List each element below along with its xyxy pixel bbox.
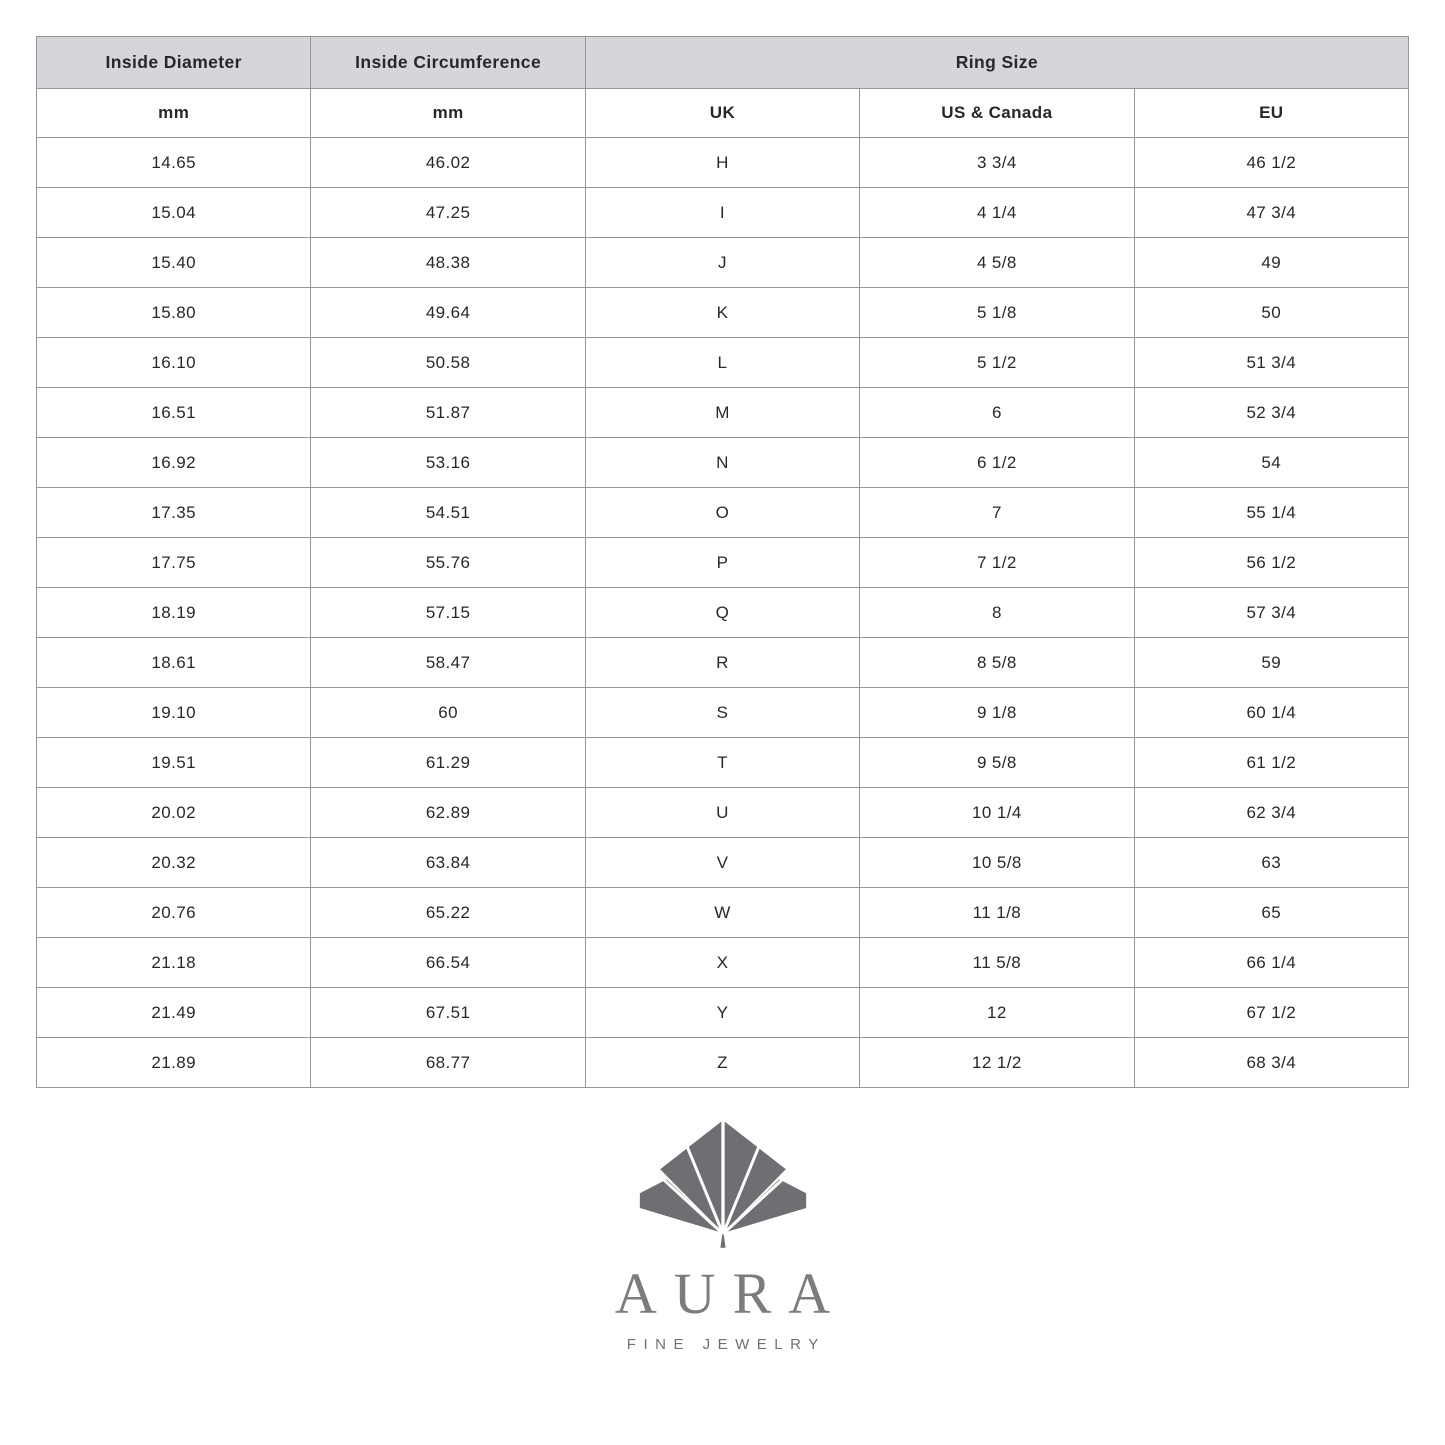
table-row — [37, 788, 1409, 838]
table-cell: 56 1/2 — [1134, 538, 1408, 588]
table-cell: 11 1/8 — [860, 888, 1134, 938]
table-cell: 55.76 — [311, 538, 585, 588]
table-cell: 49 — [1134, 238, 1408, 288]
subheader-cell: US & Canada — [860, 89, 1134, 138]
table-cell: 65 — [1134, 888, 1408, 938]
table-cell: 46 1/2 — [1134, 138, 1408, 188]
table-cell: 20.32 — [37, 838, 311, 888]
table-cell: 16.51 — [37, 388, 311, 438]
table-cell: 12 1/2 — [860, 1038, 1134, 1088]
table-cell: 63.84 — [311, 838, 585, 888]
table-cell: 16.10 — [37, 338, 311, 388]
table-row — [37, 488, 1409, 538]
table-row — [37, 638, 1409, 688]
table-cell: 21.18 — [37, 938, 311, 988]
table-cell: 57 3/4 — [1134, 588, 1408, 638]
table-cell: 65.22 — [311, 888, 585, 938]
table-cell: 68 3/4 — [1134, 1038, 1408, 1088]
table-cell: W — [585, 888, 859, 938]
table-row — [37, 538, 1409, 588]
table-cell: 66.54 — [311, 938, 585, 988]
subheader-cell: mm — [311, 89, 585, 138]
table-cell: 18.61 — [37, 638, 311, 688]
table-cell: 9 5/8 — [860, 738, 1134, 788]
table-cell: 17.75 — [37, 538, 311, 588]
table-row — [37, 938, 1409, 988]
ring-size-table — [36, 36, 1409, 1088]
table-subheader-row — [37, 89, 1409, 138]
table-cell: 60 1/4 — [1134, 688, 1408, 738]
table-cell: 20.02 — [37, 788, 311, 838]
table-cell: 58.47 — [311, 638, 585, 688]
table-cell: 46.02 — [311, 138, 585, 188]
table-cell: 60 — [311, 688, 585, 738]
table-cell: K — [585, 288, 859, 338]
table-row — [37, 1038, 1409, 1088]
table-cell: 11 5/8 — [860, 938, 1134, 988]
table-cell: 57.15 — [311, 588, 585, 638]
subheader-cell: UK — [585, 89, 859, 138]
table-cell: 62.89 — [311, 788, 585, 838]
table-cell: 7 1/2 — [860, 538, 1134, 588]
table-cell: 16.92 — [37, 438, 311, 488]
table-cell: 62 3/4 — [1134, 788, 1408, 838]
table-cell: L — [585, 338, 859, 388]
table-cell: 6 1/2 — [860, 438, 1134, 488]
table-cell: H — [585, 138, 859, 188]
table-cell: 54.51 — [311, 488, 585, 538]
header-ring-size: Ring Size — [585, 37, 1408, 89]
table-cell: 12 — [860, 988, 1134, 1038]
table-cell: 5 1/2 — [860, 338, 1134, 388]
table-cell: R — [585, 638, 859, 688]
table-row — [37, 988, 1409, 1038]
table-cell: Z — [585, 1038, 859, 1088]
table-cell: 7 — [860, 488, 1134, 538]
header-inside-diameter: Inside Diameter — [37, 37, 311, 89]
table-cell: T — [585, 738, 859, 788]
table-row — [37, 688, 1409, 738]
table-cell: 8 — [860, 588, 1134, 638]
table-cell: 19.51 — [37, 738, 311, 788]
table-cell: 20.76 — [37, 888, 311, 938]
table-cell: 52 3/4 — [1134, 388, 1408, 438]
table-cell: 4 5/8 — [860, 238, 1134, 288]
table-cell: 48.38 — [311, 238, 585, 288]
table-cell: 59 — [1134, 638, 1408, 688]
table-cell: 67.51 — [311, 988, 585, 1038]
table-row — [37, 288, 1409, 338]
header-inside-circumference: Inside Circumference — [311, 37, 585, 89]
table-cell: 15.40 — [37, 238, 311, 288]
table-cell: 17.35 — [37, 488, 311, 538]
table-cell: X — [585, 938, 859, 988]
table-cell: 53.16 — [311, 438, 585, 488]
table-cell: 8 5/8 — [860, 638, 1134, 688]
table-cell: 49.64 — [311, 288, 585, 338]
table-cell: 15.80 — [37, 288, 311, 338]
table-row — [37, 338, 1409, 388]
table-cell: 18.19 — [37, 588, 311, 638]
table-cell: 54 — [1134, 438, 1408, 488]
table-cell: 4 1/4 — [860, 188, 1134, 238]
table-cell: 47.25 — [311, 188, 585, 238]
table-cell: 63 — [1134, 838, 1408, 888]
table-cell: 21.49 — [37, 988, 311, 1038]
fan-lotus-icon — [638, 1118, 808, 1250]
table-cell: 61.29 — [311, 738, 585, 788]
table-row — [37, 738, 1409, 788]
table-cell: 67 1/2 — [1134, 988, 1408, 1038]
table-cell: U — [585, 788, 859, 838]
table-cell: 6 — [860, 388, 1134, 438]
table-cell: I — [585, 188, 859, 238]
brand-name: AURA — [614, 1261, 848, 1326]
table-cell: 10 5/8 — [860, 838, 1134, 888]
table-cell: S — [585, 688, 859, 738]
table-cell: 19.10 — [37, 688, 311, 738]
table-cell: 68.77 — [311, 1038, 585, 1088]
table-cell: 3 3/4 — [860, 138, 1134, 188]
table-cell: 9 1/8 — [860, 688, 1134, 738]
table-row — [37, 838, 1409, 888]
table-cell: Y — [585, 988, 859, 1038]
table-group-header-row — [37, 37, 1409, 89]
table-cell: 10 1/4 — [860, 788, 1134, 838]
table-cell: 47 3/4 — [1134, 188, 1408, 238]
table-cell: 55 1/4 — [1134, 488, 1408, 538]
table-row — [37, 188, 1409, 238]
table-cell: 14.65 — [37, 138, 311, 188]
table-row — [37, 438, 1409, 488]
table-cell: P — [585, 538, 859, 588]
brand-logo — [36, 1118, 1409, 1353]
table-cell: O — [585, 488, 859, 538]
table-cell: 51.87 — [311, 388, 585, 438]
table-row — [37, 238, 1409, 288]
table-cell: 66 1/4 — [1134, 938, 1408, 988]
table-cell: 61 1/2 — [1134, 738, 1408, 788]
table-cell: 50.58 — [311, 338, 585, 388]
table-cell: 15.04 — [37, 188, 311, 238]
table-cell: J — [585, 238, 859, 288]
table-cell: Q — [585, 588, 859, 638]
table-cell: 51 3/4 — [1134, 338, 1408, 388]
table-cell: 5 1/8 — [860, 288, 1134, 338]
table-row — [37, 888, 1409, 938]
brand-tagline: FINE JEWELRY — [626, 1336, 826, 1353]
table-cell: V — [585, 838, 859, 888]
subheader-cell: EU — [1134, 89, 1408, 138]
table-cell: 21.89 — [37, 1038, 311, 1088]
table-cell: N — [585, 438, 859, 488]
table-cell: M — [585, 388, 859, 438]
table-row — [37, 588, 1409, 638]
subheader-cell: mm — [37, 89, 311, 138]
table-row — [37, 388, 1409, 438]
table-cell: 50 — [1134, 288, 1408, 338]
table-row — [37, 138, 1409, 188]
